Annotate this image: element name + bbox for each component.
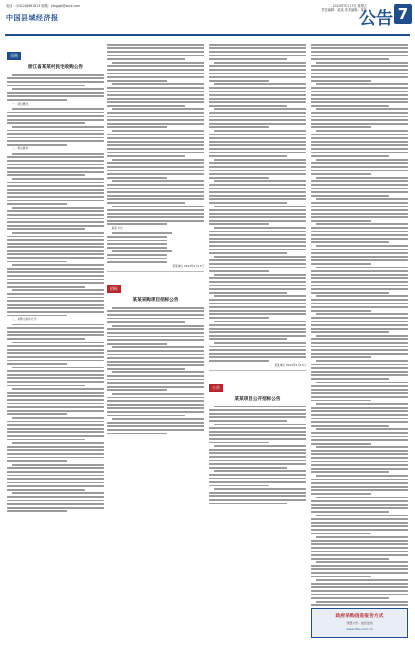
page-header — [0, 0, 415, 38]
notice-title: 某某项目公开招标公告 — [234, 396, 281, 402]
section-heading: 一、项目概况： — [12, 101, 31, 106]
footer-title: 政府采购信息报告方式 — [335, 614, 384, 619]
notice-body — [7, 72, 104, 514]
column-4 — [311, 42, 408, 619]
section-divider — [107, 271, 204, 272]
editor-line: 责任编辑：某某 美术编辑：某某 — [321, 8, 367, 12]
section-heading: 二、相关要求： — [12, 146, 31, 151]
notice-signature: 某某单位 2024年5月17日 — [274, 362, 306, 367]
column-3 — [209, 42, 306, 506]
notice-body-continued — [209, 42, 306, 367]
header-rule — [5, 34, 410, 36]
section-tag: 公告 — [209, 384, 223, 392]
newspaper-logo: 中国县域经济报 — [6, 14, 59, 22]
footer-url[interactable]: www.cfen.com.cn — [346, 627, 373, 631]
contact-line: 电话：(0312)8981813 邮箱：zfxgpjb@sina.com — [6, 4, 81, 8]
page-number: 7 — [394, 4, 412, 24]
notice-body-continued — [311, 42, 408, 619]
notice-body — [209, 404, 306, 506]
column-2 — [107, 42, 204, 436]
notice-title: 浙江省某某村民宅收购公告 — [27, 65, 84, 70]
footer-subtitle: 刊登公告 · 信息发布 — [346, 621, 373, 625]
section-heading: 三、采购人联系方式： — [12, 317, 39, 322]
section-tag: 招标 — [107, 285, 121, 293]
notice-signature: 某某单位 2024年5月17日 — [172, 263, 204, 268]
notice-body — [107, 305, 204, 436]
notice-body-continued — [107, 42, 204, 268]
column-1 — [7, 42, 104, 514]
section-divider — [209, 370, 306, 371]
section-tag: 采购 — [7, 52, 21, 60]
footer-banner — [311, 608, 408, 638]
section-title: 公告 — [359, 9, 393, 29]
notice-title: 某某采购项目招标公告 — [132, 298, 179, 303]
contact-heading: 联系方式 — [112, 226, 123, 231]
date-line: 2024年5月17日 星期五 — [332, 4, 367, 8]
